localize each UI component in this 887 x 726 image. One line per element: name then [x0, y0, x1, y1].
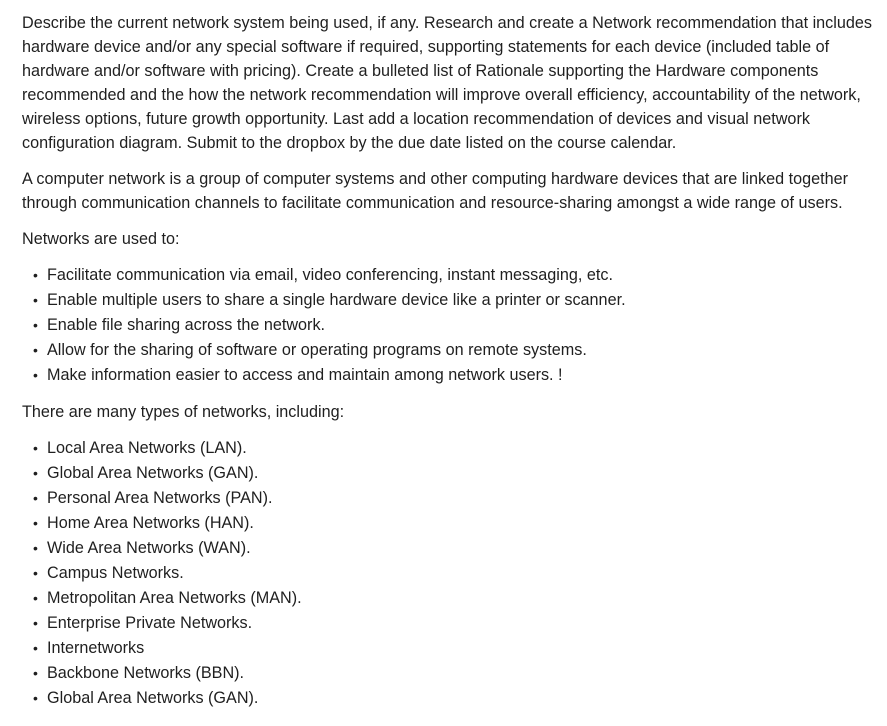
list-item: [33, 611, 872, 636]
list-item-text: Backbone Networks (BBN).: [47, 664, 245, 682]
list-item: [33, 338, 872, 363]
list-item-text: Make information easier to access and maintain among network users. !: [47, 366, 563, 384]
list-item-text: Enterprise Private Networks.: [47, 614, 253, 632]
uses-list: [22, 263, 872, 388]
bullet-icon: •: [33, 665, 38, 681]
list-item: [33, 263, 872, 288]
bullet-icon: •: [33, 342, 38, 358]
list-item: [33, 686, 872, 711]
list-item: [33, 461, 872, 486]
bullet-icon: •: [33, 590, 38, 606]
list-item-text: Global Area Networks (GAN).: [47, 464, 259, 482]
bullet-icon: •: [33, 615, 38, 631]
list-item: [33, 561, 872, 586]
list-item-text: Metropolitan Area Networks (MAN).: [47, 589, 302, 607]
bullet-icon: •: [33, 367, 38, 383]
bullet-icon: •: [33, 540, 38, 556]
assignment-paragraph: Describe the current network system being used, if any. Research and create a Network recommendation that includes hardware device and/or any special software if required, supporting statements for each device (included table of hardware and/or software with pricing). Create a bulleted list of Rationale supporting the Hardware components recommended and the how the network recommendation will improve overall efficiency, accountability of the network, wireless options, future growth opportunity. Last add a location recommendation of devices and visual network configuration diagram. Submit to the dropbox by the due date listed on the course calendar.: [22, 14, 872, 152]
list-item-text: Global Area Networks (GAN).: [47, 689, 259, 707]
types-intro: There are many types of networks, including:: [22, 403, 345, 421]
list-item: [33, 636, 872, 661]
list-item: [33, 363, 872, 388]
list-item: [33, 436, 872, 461]
bullet-icon: •: [33, 640, 38, 656]
uses-intro: Networks are used to:: [22, 230, 180, 248]
list-item-text: Internetworks: [47, 639, 145, 657]
bullet-icon: •: [33, 465, 38, 481]
list-item-text: Wide Area Networks (WAN).: [47, 539, 251, 557]
list-item-text: Enable multiple users to share a single hardware device like a printer or scanner.: [47, 291, 626, 309]
list-item-text: Personal Area Networks (PAN).: [47, 489, 273, 507]
bullet-icon: •: [33, 565, 38, 581]
bullet-icon: •: [33, 267, 38, 283]
list-item-text: Allow for the sharing of software or operating programs on remote systems.: [47, 341, 587, 359]
bullet-icon: •: [33, 292, 38, 308]
list-item: [33, 661, 872, 686]
list-item-text: Facilitate communication via email, video conferencing, instant messaging, etc.: [47, 266, 613, 284]
list-item-text: Campus Networks.: [47, 564, 184, 582]
list-item: [33, 486, 872, 511]
types-list: [22, 436, 872, 711]
list-item: [33, 288, 872, 313]
list-item: [33, 313, 872, 338]
list-item-text: Home Area Networks (HAN).: [47, 514, 254, 532]
list-item: [33, 536, 872, 561]
bullet-icon: •: [33, 490, 38, 506]
list-item-text: Enable file sharing across the network.: [47, 316, 326, 334]
bullet-icon: •: [33, 317, 38, 333]
list-item: [33, 511, 872, 536]
bullet-icon: •: [33, 440, 38, 456]
bullet-icon: •: [33, 515, 38, 531]
bullet-icon: •: [33, 690, 38, 706]
list-item-text: Local Area Networks (LAN).: [47, 439, 247, 457]
definition-paragraph: A computer network is a group of computer systems and other computing hardware devices that are linked together through communication channels to facilitate communication and resource-sharing amongst a wide range of users.: [22, 170, 848, 212]
list-item: [33, 586, 872, 611]
document-body: [22, 11, 872, 723]
